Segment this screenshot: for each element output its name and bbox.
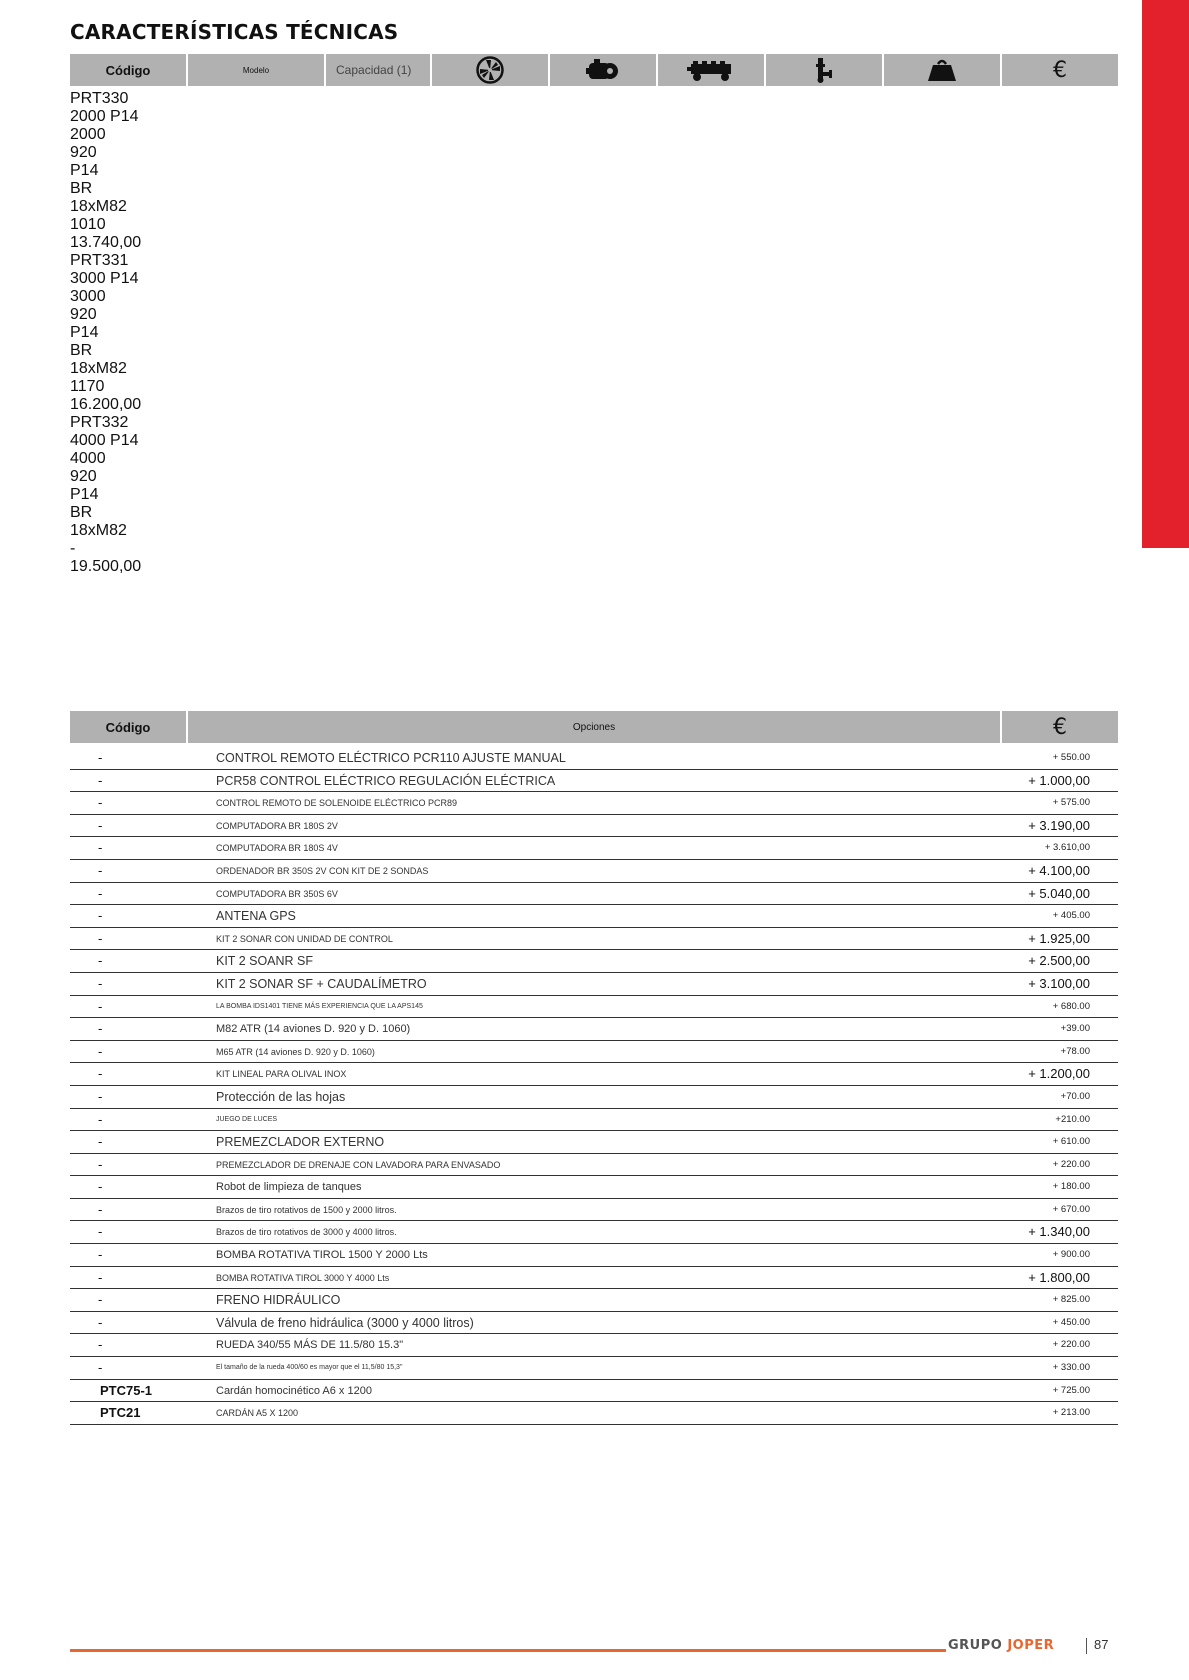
option-row <box>70 1312 1118 1335</box>
option-code: - <box>98 862 103 878</box>
option-name: Robot de limpieza de tanques <box>216 1181 362 1194</box>
option-price: + 405.00 <box>1052 910 1090 922</box>
footer-rule <box>70 1649 946 1652</box>
option-row <box>70 770 1118 793</box>
option-code: - <box>98 1201 103 1217</box>
option-price: + 670.00 <box>1052 1203 1090 1215</box>
option-name: ANTENA GPS <box>216 909 296 924</box>
spec-cell-control: BR <box>70 180 93 197</box>
option-price: + 4.100,00 <box>1028 862 1090 878</box>
option-name: COMPUTADORA BR 350S 6V <box>216 888 338 899</box>
spec-cell-pump: P14 <box>70 162 99 179</box>
option-name: El tamaño de la rueda 400/60 es mayor que el 11,5/80 15,3" <box>216 1364 403 1372</box>
option-row <box>70 1199 1118 1222</box>
spec-cell-code: PRT331 <box>70 252 129 269</box>
spec-cell-control: BR <box>70 342 93 359</box>
option-price: + 725.00 <box>1052 1384 1090 1396</box>
option-row <box>70 1334 1118 1357</box>
option-name: CONTROL REMOTO ELÉCTRICO PCR110 AJUSTE MANUAL <box>216 751 566 765</box>
option-row <box>70 883 1118 906</box>
spec-cell-model: 2000 P14 <box>70 108 139 125</box>
spec-table-header <box>70 54 1118 86</box>
option-row <box>70 1380 1118 1403</box>
header-price: € <box>1002 54 1118 86</box>
option-row <box>70 1402 1118 1425</box>
spec-cell-capacity: 4000 <box>70 450 106 467</box>
spec-cell-pump: P14 <box>70 486 99 503</box>
sprayer-icon <box>687 58 735 82</box>
option-row <box>70 950 1118 973</box>
option-code: - <box>98 1292 103 1308</box>
option-price: + 1.340,00 <box>1028 1224 1090 1240</box>
spec-cell-weight: 1170 <box>70 378 105 395</box>
spec-cell-nozzles: 18xM82 <box>70 522 127 539</box>
option-code: - <box>98 1043 103 1059</box>
option-row <box>70 815 1118 838</box>
option-row <box>70 905 1118 928</box>
option-name: KIT 2 SONAR SF + CAUDALÍMETRO <box>216 976 427 991</box>
option-code: - <box>98 885 103 901</box>
brand-logo-part1: GRUPO <box>948 1638 1008 1653</box>
option-name: CONTROL REMOTO DE SOLENOIDE ELÉCTRICO PCR89 <box>216 798 458 809</box>
spec-cell-fan: 920 <box>70 468 97 485</box>
option-code: - <box>98 840 103 856</box>
option-price: + 3.190,00 <box>1028 817 1090 833</box>
option-price: + 450.00 <box>1052 1316 1090 1328</box>
spec-cell-weight: 1010 <box>70 216 106 233</box>
option-code: - <box>98 1066 103 1082</box>
option-row <box>70 837 1118 860</box>
option-name: KIT 2 SOANR SF <box>216 954 314 969</box>
option-code: - <box>98 750 103 765</box>
brand-logo-part2: JOPER <box>1007 1638 1055 1653</box>
option-row <box>70 1131 1118 1154</box>
option-row <box>70 1041 1118 1064</box>
option-row <box>70 996 1118 1019</box>
option-name: COMPUTADORA BR 180S 4V <box>216 843 338 854</box>
option-code: - <box>98 1314 103 1330</box>
footer-separator <box>1086 1638 1087 1654</box>
option-price: + 3.610,00 <box>1044 842 1090 854</box>
option-name: Válvula de freno hidráulica (3000 y 4000 litros) <box>216 1315 474 1330</box>
option-code: - <box>98 998 103 1014</box>
option-price: + 2.500,00 <box>1028 953 1090 969</box>
option-code: - <box>98 1156 103 1172</box>
option-code: PTC75-1 <box>100 1382 153 1398</box>
option-name: ORDENADOR BR 350S 2V CON KIT DE 2 SONDAS <box>216 865 429 876</box>
fan-icon <box>476 56 504 84</box>
spec-row <box>70 414 1118 576</box>
spec-cell-capacity: 2000 <box>70 126 106 143</box>
spec-cell-capacity: 3000 <box>70 288 106 305</box>
option-price: + 575.00 <box>1052 797 1090 809</box>
options-table <box>70 711 1118 743</box>
option-code: - <box>98 1021 103 1037</box>
spec-cell-weight: - <box>70 540 76 557</box>
option-code: - <box>98 1337 103 1353</box>
spec-cell-price: 19.500,00 <box>70 558 142 575</box>
header-pump <box>550 54 656 86</box>
nozzle-icon <box>812 56 836 84</box>
option-price: + 680.00 <box>1052 1000 1090 1012</box>
header-code: Código <box>70 54 186 86</box>
option-name: M65 ATR (14 aviones D. 920 y D. 1060) <box>216 1046 375 1057</box>
brand-logo <box>948 1638 1054 1653</box>
option-name: M82 ATR (14 aviones D. 920 y D. 1060) <box>216 1023 411 1036</box>
spec-cell-code: PRT332 <box>70 414 129 431</box>
option-price: + 825.00 <box>1052 1294 1090 1306</box>
spec-cell-model: 4000 P14 <box>70 432 139 449</box>
option-name: LA BOMBA IDS1401 TIENE MÁS EXPERIENCIA QUE LA APS145 <box>216 1002 423 1010</box>
option-code: - <box>98 1224 103 1240</box>
option-name: KIT LINEAL PARA OLIVAL INOX <box>216 1069 347 1080</box>
option-row <box>70 1018 1118 1041</box>
option-name: CARDÁN A5 X 1200 <box>216 1408 299 1419</box>
option-row <box>70 1244 1118 1267</box>
section-title: CARACTERÍSTICAS TÉCNICAS <box>70 20 399 44</box>
section-tab-marker <box>1142 0 1189 548</box>
option-name: BOMBA ROTATIVA TIROL 3000 Y 4000 Lts <box>216 1272 390 1283</box>
option-row <box>70 1086 1118 1109</box>
option-row <box>70 1221 1118 1244</box>
spec-table <box>70 54 1118 86</box>
spec-row <box>70 252 1118 414</box>
option-code: PTC21 <box>100 1405 141 1421</box>
spec-rows <box>70 90 1118 576</box>
option-price: + 3.100,00 <box>1028 975 1090 991</box>
spec-cell-price: 13.740,00 <box>70 234 142 251</box>
option-row <box>70 860 1118 883</box>
header-fan <box>432 54 548 86</box>
option-price: +78.00 <box>1060 1045 1090 1057</box>
options-header-price: € <box>1002 711 1118 743</box>
option-price: + 220.00 <box>1052 1339 1090 1351</box>
options-header-options: Opciones <box>188 711 1000 743</box>
option-price: + 1.800,00 <box>1028 1269 1090 1285</box>
spec-cell-nozzles: 18xM82 <box>70 198 127 215</box>
option-price: + 330.00 <box>1052 1362 1090 1374</box>
spec-row <box>70 90 1118 252</box>
option-code: - <box>98 1088 103 1104</box>
option-price: + 180.00 <box>1052 1181 1090 1193</box>
options-table-header <box>70 711 1118 743</box>
option-row <box>70 928 1118 951</box>
option-code: - <box>98 817 103 833</box>
option-row <box>70 973 1118 996</box>
option-row <box>70 1154 1118 1177</box>
option-row <box>70 1109 1118 1132</box>
option-row <box>70 1176 1118 1199</box>
option-code: - <box>98 953 103 969</box>
option-name: RUEDA 340/55 MÁS DE 11.5/80 15.3" <box>216 1339 404 1352</box>
option-row <box>70 1357 1118 1380</box>
option-name: Protección de las hojas <box>216 1089 346 1104</box>
option-code: - <box>98 1134 103 1150</box>
options-header-code: Código <box>70 711 186 743</box>
spec-cell-control: BR <box>70 504 93 521</box>
header-capacity: Capacidad (1) <box>326 54 430 86</box>
option-price: +39.00 <box>1060 1023 1090 1035</box>
option-row <box>70 792 1118 815</box>
spec-cell-fan: 920 <box>70 144 97 161</box>
option-row <box>70 1267 1118 1290</box>
option-name: COMPUTADORA BR 180S 2V <box>216 820 338 831</box>
option-price: + 213.00 <box>1052 1407 1090 1419</box>
pump-icon <box>586 57 620 83</box>
option-price: + 220.00 <box>1052 1158 1090 1170</box>
option-name: PCR58 CONTROL ELÉCTRICO REGULACIÓN ELÉCTRICA <box>216 773 556 788</box>
spec-cell-pump: P14 <box>70 324 99 341</box>
options-table-body <box>70 747 1118 1425</box>
option-code: - <box>98 1179 103 1195</box>
option-price: + 1.925,00 <box>1028 930 1090 946</box>
option-name: JUEGO DE LUCES <box>216 1115 278 1123</box>
option-name: BOMBA ROTATIVA TIROL 1500 Y 2000 Lts <box>216 1249 428 1262</box>
weight-icon <box>927 58 957 82</box>
spec-cell-price: 16.200,00 <box>70 396 142 413</box>
option-price: +70.00 <box>1060 1090 1090 1102</box>
option-code: - <box>98 930 103 946</box>
option-row <box>70 1289 1118 1312</box>
option-price: +210.00 <box>1055 1113 1090 1125</box>
option-code: - <box>98 975 103 991</box>
option-price: + 1.000,00 <box>1028 772 1090 788</box>
option-price: + 900.00 <box>1052 1249 1090 1261</box>
option-code: - <box>98 772 103 788</box>
option-price: + 610.00 <box>1052 1136 1090 1148</box>
option-row <box>70 1063 1118 1086</box>
header-model: Modelo <box>188 54 324 86</box>
option-name: KIT 2 SONAR CON UNIDAD DE CONTROL <box>216 933 393 944</box>
option-name: PREMEZCLADOR DE DRENAJE CON LAVADORA PARA ENVASADO <box>216 1159 501 1170</box>
option-code: - <box>98 908 103 924</box>
option-row <box>70 747 1118 770</box>
spec-cell-nozzles: 18xM82 <box>70 360 127 377</box>
page-number: 87 <box>1094 1637 1109 1652</box>
option-code: - <box>98 1269 103 1285</box>
option-code: - <box>98 1360 103 1376</box>
option-name: Cardán homocinético A6 x 1200 <box>216 1384 372 1397</box>
option-code: - <box>98 1247 103 1263</box>
spec-table-body <box>70 90 1118 576</box>
option-name: FRENO HIDRÁULICO <box>216 1293 341 1308</box>
spec-cell-fan: 920 <box>70 306 97 323</box>
option-name: Brazos de tiro rotativos de 1500 y 2000 litros. <box>216 1204 397 1215</box>
header-sprayer <box>658 54 764 86</box>
option-code: - <box>98 1111 103 1127</box>
option-code: - <box>98 795 103 811</box>
option-price: + 1.200,00 <box>1028 1066 1090 1082</box>
option-name: Brazos de tiro rotativos de 3000 y 4000 litros. <box>216 1227 397 1238</box>
spec-cell-code: PRT330 <box>70 90 129 107</box>
option-name: PREMEZCLADOR EXTERNO <box>216 1135 385 1150</box>
option-price: + 550.00 <box>1052 752 1090 763</box>
spec-cell-model: 3000 P14 <box>70 270 139 287</box>
option-price: + 5.040,00 <box>1028 885 1090 901</box>
header-weight <box>884 54 1000 86</box>
header-nozzle <box>766 54 882 86</box>
